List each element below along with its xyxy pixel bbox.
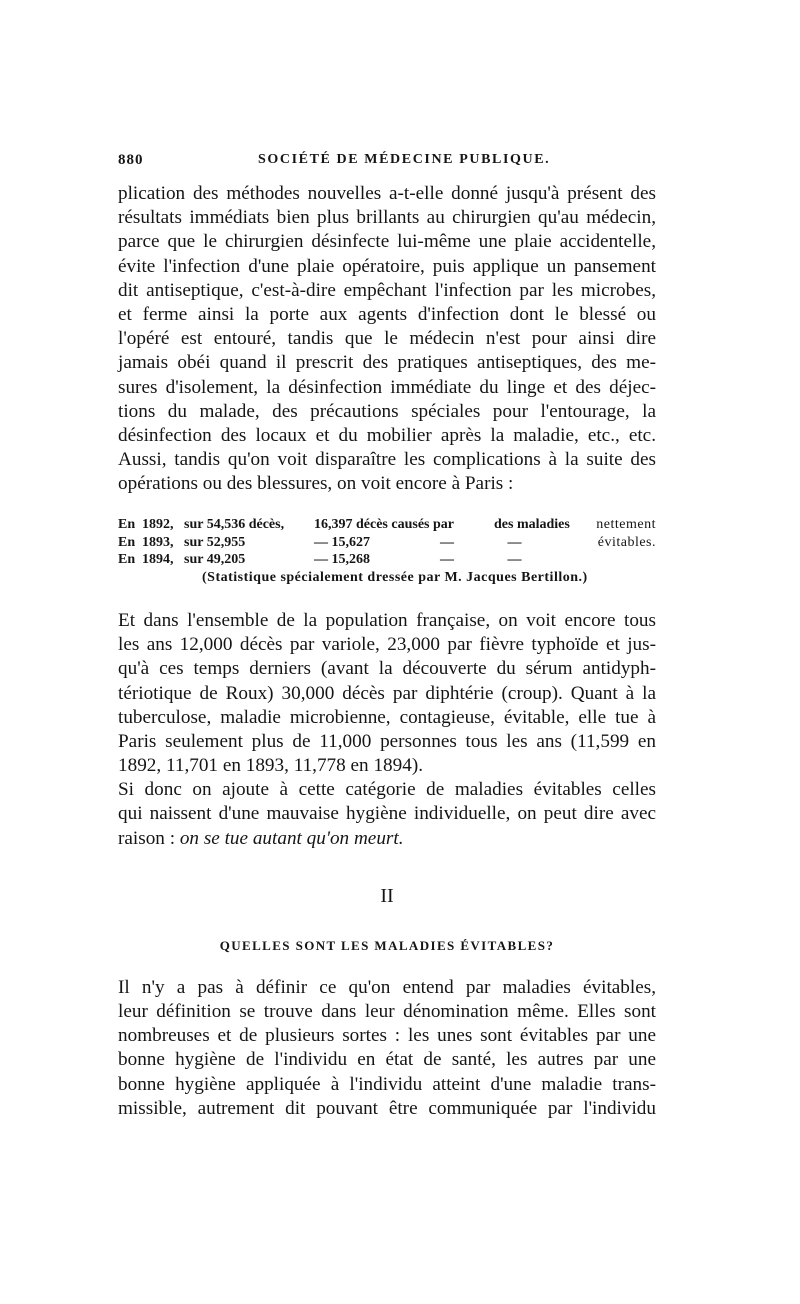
text-line: évite l'infection d'une plaie opératoire, puis applique un pansement bbox=[118, 255, 656, 277]
text-line: qui naissent d'une mauvaise hygiène individuelle, on peut dire avec bbox=[118, 803, 656, 825]
stats-year: 1892, bbox=[142, 517, 174, 533]
stats-description: — — bbox=[440, 534, 522, 550]
stats-en: En bbox=[118, 534, 136, 550]
text-line: Si donc on ajoute à cette catégorie de maladies évitables celles bbox=[118, 779, 656, 801]
paragraph-1 bbox=[118, 182, 656, 496]
text-line: tions du malade, des précautions spéciales pour l'entourage, la bbox=[118, 400, 656, 422]
text-line: dit antiseptique, c'est-à-dire empêchant l'infection par les microbes, bbox=[118, 279, 656, 301]
paragraph-3 bbox=[118, 778, 656, 851]
stats-note: nettement bbox=[596, 517, 656, 533]
text-line: 1892, 11,701 en 1893, 11,778 en 1894). bbox=[118, 755, 424, 777]
text-line: bonne hygiène appliquée à l'individu atteint d'une maladie trans- bbox=[118, 1073, 656, 1095]
paragraph-2 bbox=[118, 609, 656, 778]
page-header bbox=[118, 152, 656, 176]
text-line: Aussi, tandis qu'on voit disparaître les complications à la suite des bbox=[118, 449, 656, 471]
text-line: les ans 12,000 décès par variole, 23,000 par fièvre typhoïde et jus- bbox=[118, 634, 656, 656]
running-title: SOCIÉTÉ DE MÉDECINE PUBLIQUE. bbox=[258, 152, 551, 167]
text-line bbox=[118, 827, 656, 851]
text-line: et ferme ainsi la porte aux agents d'infection dont le blessé ou bbox=[118, 303, 656, 325]
page-number: 880 bbox=[118, 152, 144, 168]
stats-row bbox=[118, 534, 656, 552]
text-line: tuberculose, maladie microbienne, contagieuse, évitable, elle tue à bbox=[118, 706, 656, 728]
text-line: tériotique de Roux) 30,000 décès par diphtérie (croup). Quant à la bbox=[118, 682, 656, 704]
stats-count: 16,397 décès causés par bbox=[314, 517, 454, 533]
stats-count: — 15,627 bbox=[314, 534, 370, 550]
text-line: plication des méthodes nouvelles a-t-elle donné jusqu'à présent des bbox=[118, 183, 656, 204]
text-line: Paris seulement plus de 11,000 personnes tous les ans (11,599 en bbox=[118, 730, 656, 752]
text-line: parce que le chirurgien désinfecte lui-même une plaie accidentelle, bbox=[118, 231, 656, 253]
stats-en: En bbox=[118, 517, 136, 533]
stats-row bbox=[118, 551, 656, 569]
paragraph-4 bbox=[118, 976, 656, 1121]
stats-count: — 15,268 bbox=[314, 552, 370, 568]
text-line: Il n'y a pas à définir ce qu'on entend par maladies évitables, bbox=[118, 976, 656, 998]
stats-note: évitables. bbox=[597, 534, 656, 550]
text-line: Et dans l'ensemble de la population française, on voit encore tous bbox=[118, 609, 656, 631]
stats-description: des maladies bbox=[494, 517, 570, 533]
mortality-statistics bbox=[118, 516, 656, 587]
text-line: qu'à ces temps derniers (avant la découverte du sérum antidyph- bbox=[118, 658, 656, 680]
stats-year: 1893, bbox=[142, 534, 174, 550]
text-line: missible, autrement dit pouvant être communiquée par l'individu bbox=[118, 1097, 656, 1119]
stats-total: sur 54,536 décès, bbox=[184, 517, 285, 533]
stats-year: 1894, bbox=[142, 552, 174, 568]
text-line: l'opéré est entouré, tandis que le médecin n'est pour ainsi dire bbox=[118, 328, 656, 350]
text-line: nombreuses et de plusieurs sortes : les unes sont évitables par une bbox=[118, 1025, 656, 1047]
stats-description: — — bbox=[440, 552, 522, 568]
conclusion-prefix: raison : bbox=[118, 827, 180, 849]
stats-row bbox=[118, 516, 656, 534]
section-numeral: II bbox=[380, 884, 394, 907]
stats-total: sur 49,205 bbox=[184, 552, 246, 568]
stats-source: (Statistique spécialement dressée par M. Jacques Bertillon.) bbox=[202, 569, 588, 585]
text-line: jamais obéi quand il prescrit des pratiques antiseptiques, des me- bbox=[118, 352, 656, 374]
stats-en: En bbox=[118, 552, 136, 568]
text-line: opérations ou des blessures, on voit encore à Paris : bbox=[118, 473, 514, 495]
page bbox=[118, 152, 656, 1121]
text-line: résultats immédiats bien plus brillants au chirurgien qu'au médecin, bbox=[118, 207, 656, 229]
stats-total: sur 52,955 bbox=[184, 534, 246, 550]
conclusion-quote: on se tue autant qu'on meurt. bbox=[179, 827, 404, 849]
text-line: bonne hygiène de l'individu en état de santé, les autres par une bbox=[118, 1049, 656, 1071]
text-line: leur définition se trouve dans leur dénomination même. Elles sont bbox=[118, 1001, 656, 1022]
text-line: sures d'isolement, la désinfection immédiate du linge et des déjec- bbox=[118, 376, 656, 398]
text-line: désinfection des locaux et du mobilier après la maladie, etc., etc. bbox=[118, 424, 656, 446]
section-title: QUELLES SONT LES MALADIES ÉVITABLES? bbox=[219, 937, 555, 953]
